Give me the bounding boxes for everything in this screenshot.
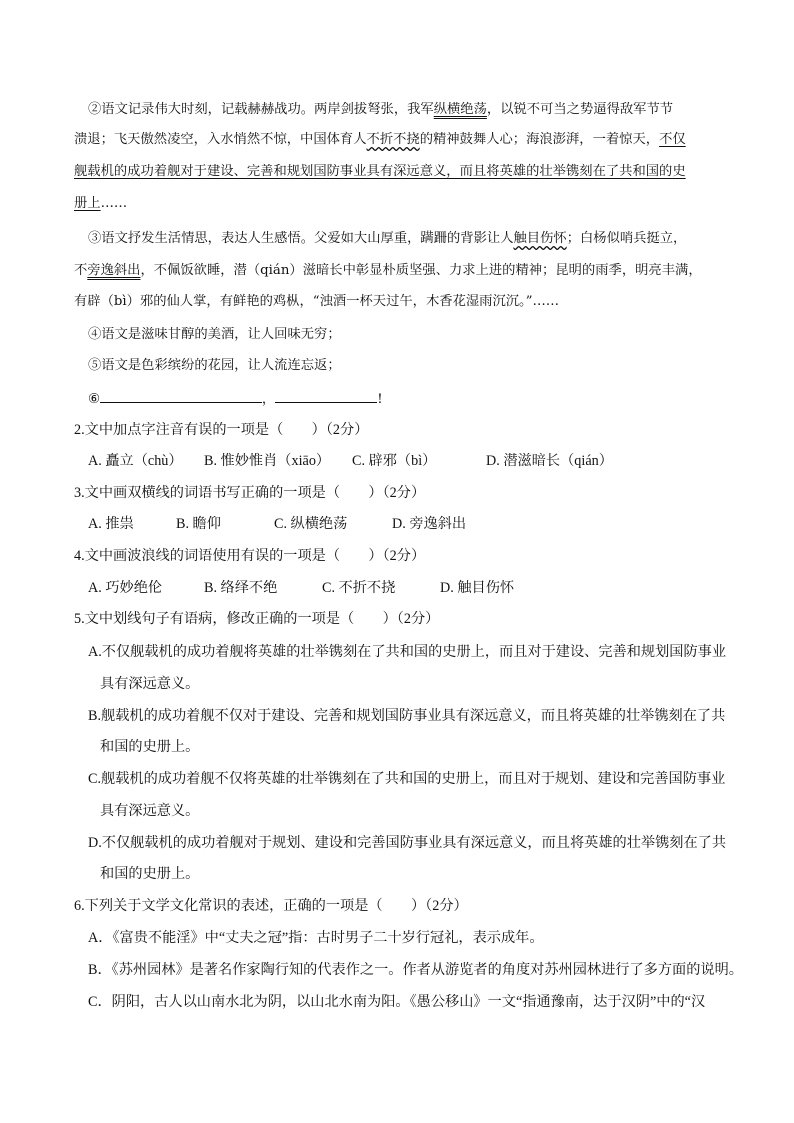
- q4-option-c[interactable]: C. 不折不挠: [322, 580, 396, 596]
- passage-p6: ⑥ ， !: [88, 388, 738, 410]
- passage-p5: ⑤语文是色彩缤纷的花园，让人流连忘返；: [88, 358, 341, 373]
- fill-blank-2[interactable]: [275, 388, 377, 403]
- q4-options: [88, 578, 728, 598]
- passage-p2-line4: 册上……: [74, 196, 128, 211]
- passage-p3-line3: 有辟（bì）邪的仙人掌，有鲜艳的鸡枞，“浊酒一杯天过午，木香花湿雨沉沉。”……: [74, 294, 560, 309]
- q2-option-b[interactable]: B. 惟妙惟肖（xiāo）: [204, 453, 331, 469]
- q6-option-b[interactable]: B．《苏州园林》是著名作家陶行知的代表作之一。作者从游览者的角度对苏州园林进行了多方面的说明。: [88, 962, 743, 978]
- q4-option-b[interactable]: B. 络绎不绝: [204, 580, 278, 596]
- q5-option-d[interactable]: D.不仅舰载机的成功着舰对于规划、建设和完善国防事业具有深远意义，而且将英雄的壮举镌刻在了共: [88, 835, 727, 851]
- passage-p2-line2: 溃退；飞天傲然凌空，入水悄然不惊，中国体育人不折不挠的精神鼓舞人心；海浪澎湃，一着惊天，不仅: [74, 132, 686, 147]
- passage-p4: ④语文是滋味甘醇的美酒，让人回味无穷；: [88, 327, 341, 342]
- q2-option-c[interactable]: C. 辟邪（bì）: [352, 453, 437, 469]
- passage-p3-line2: 不旁逸斜出，不佩饭欲睡，潜（qián）滋暗长中彰显朴质坚强、力求上进的精神；昆明的雨季，明亮丰满，: [74, 263, 702, 278]
- q3-options: [88, 514, 728, 534]
- q5-option-c[interactable]: C.舰载机的成功着舰不仅将英雄的壮举镌刻在了共和国的史册上，而且对于规划、建设和完善国防事业: [88, 771, 726, 787]
- q6-option-a[interactable]: A．《富贵不能淫》中“丈夫之冠”指：古时男子二十岁行冠礼，表示成年。: [88, 930, 544, 946]
- wavy-underline-phrase: 触目伤怀: [513, 231, 567, 246]
- q5-option-a-cont: 具有深远意义。: [100, 676, 200, 692]
- passage-p2-line1: ②语文记录伟大时刻，记载赫赫战功。两岸剑拔弩张，我军纵横绝荡，以锐不可当之势逼得敌军节节: [88, 102, 674, 117]
- q3-option-d[interactable]: D. 旁逸斜出: [392, 516, 467, 532]
- q4-stem: 4.文中画波浪线的词语使用有误的一项是（ ）（2分）: [74, 548, 426, 564]
- q5-option-b-cont: 和国的史册上。: [100, 739, 200, 755]
- q5-stem: 5.文中划线句子有语病，修改正确的一项是（ ）（2分）: [74, 611, 440, 627]
- q5-option-b[interactable]: B.舰载机的成功着舰不仅对于建设、完善和规划国防事业具有深远意义，而且将英雄的壮举镌刻在了共: [88, 708, 726, 724]
- q6-stem: 6.下列关于文学文化常识的表述，正确的一项是（ ）（2分）: [74, 898, 468, 914]
- q2-stem: 2.文中加点字注音有误的一项是（ ）（2分）: [74, 422, 369, 438]
- underlined-sentence-end: 册上: [74, 196, 101, 211]
- underlined-sentence-start: 不仅: [659, 132, 686, 147]
- q2-options: [88, 451, 728, 471]
- q5-option-a[interactable]: A.不仅舰载机的成功着舰将英雄的壮举镌刻在了共和国的史册上，而且对于建设、完善和规划国防事业: [88, 644, 727, 660]
- q6-option-c[interactable]: C．阴阳，古人以山南水北为阴，以山北水南为阳。《愚公移山》一文“指通豫南，达于汉阴”中的“汉: [88, 994, 706, 1010]
- q4-option-a[interactable]: A. 巧妙绝伦: [88, 580, 163, 596]
- q4-option-d[interactable]: D. 触目伤怀: [440, 580, 515, 596]
- q3-stem: 3.文中画双横线的词语书写正确的一项是（ ）（2分）: [74, 485, 426, 501]
- passage-p3-line1: ③语文抒发生活情思，表达人生感悟。父爱如大山厚重，蹒跚的背影让人触目伤怀；白杨似哨兵挺立，: [88, 231, 687, 246]
- double-underline-phrase: 纵横绝荡: [433, 102, 487, 117]
- underlined-sentence-line: 舰载机的成功着舰对于建设、完善和规划国防事业具有深远意义，而且将英雄的壮举镌刻在了共和国的史: [74, 164, 686, 179]
- fill-blank-1[interactable]: [100, 388, 262, 403]
- q3-option-b[interactable]: B. 瞻仰: [176, 516, 221, 532]
- q2-option-a[interactable]: A. 矗立（chù）: [88, 453, 183, 469]
- q5-option-c-cont: 具有深远意义。: [100, 803, 200, 819]
- wavy-underline-phrase: 不折不挠: [366, 132, 420, 147]
- double-underline-phrase: 旁逸斜出: [87, 263, 141, 278]
- q2-option-d[interactable]: D. 潜滋暗长（qián）: [486, 453, 613, 469]
- q5-option-d-cont: 和国的史册上。: [100, 866, 200, 882]
- q3-option-c[interactable]: C. 纵横绝荡: [274, 516, 348, 532]
- q3-option-a[interactable]: A. 推祟: [88, 516, 134, 532]
